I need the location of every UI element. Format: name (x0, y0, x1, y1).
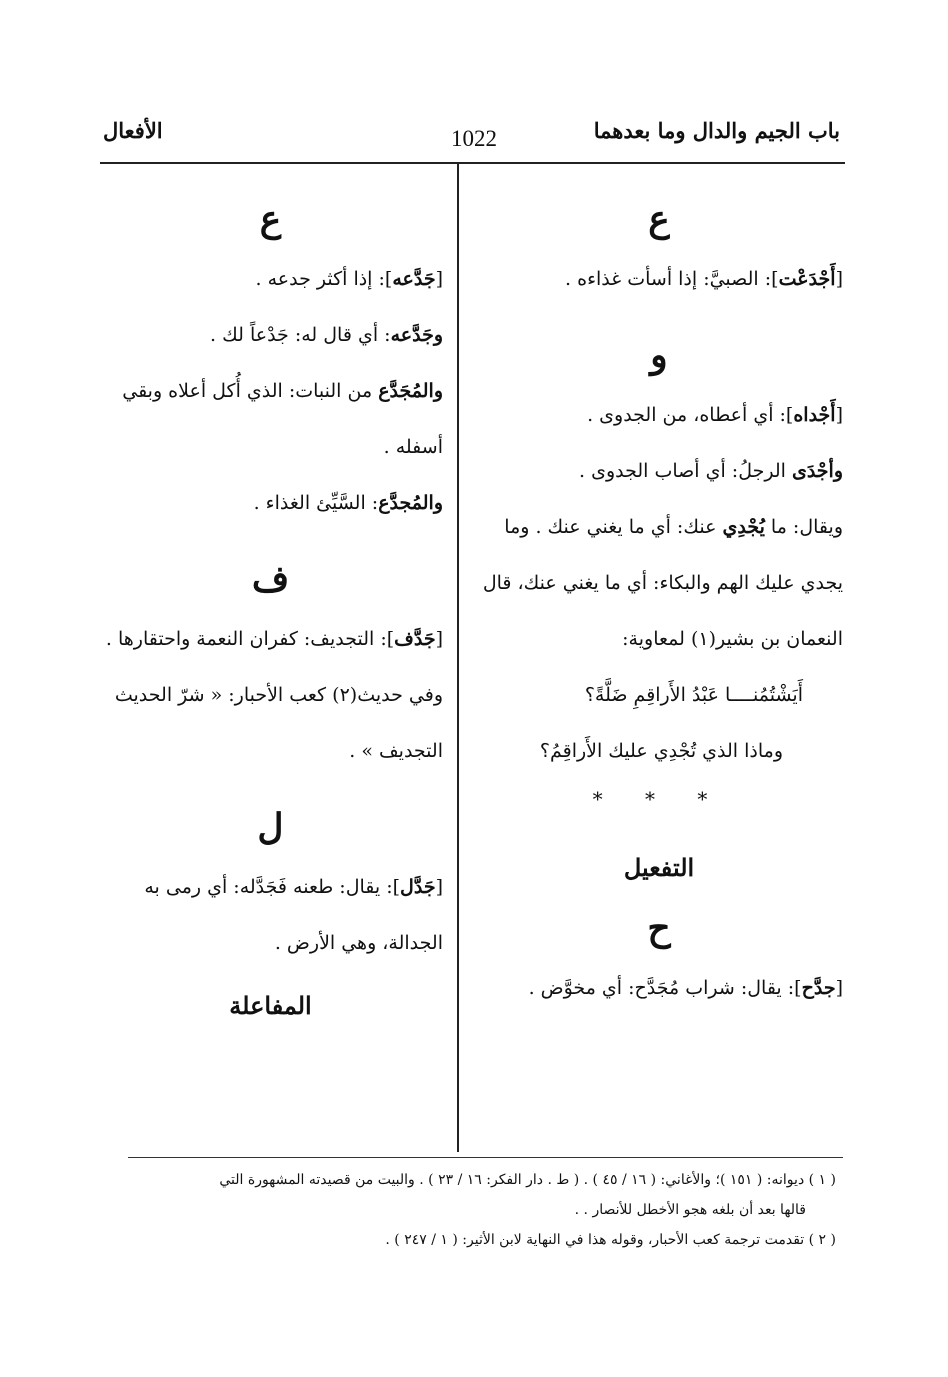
definition: التجديف: كفران النعمة واحتقارها . (105, 628, 375, 650)
definition: من النبات: الذي أُكل أعلاه وبقي أسفله . (122, 380, 443, 458)
headword: وجَدَّعه (390, 324, 443, 346)
definition: السَّيِّئ الغذاء . (253, 492, 366, 514)
footnote-2: ( ٢ ) تقدمت ترجمة كعب الأحبار، وقوله هذا في النهاية لابن الأثير: ( ١ / ٢٤٧ ) . (385, 1232, 836, 1248)
headword: جَدَّف (394, 628, 436, 650)
running-header-chapter: باب الجيم والدال وما بعدهما (593, 118, 840, 143)
entry: [جَدَّل]: يقال: طعنه فَجَدَّله: أي رمى به الجدالة، وهي الأرض . (144, 876, 443, 954)
definition: أي أعطاه، من الجدوى . (587, 404, 774, 426)
footnote-rule (128, 1157, 843, 1158)
headword: جَدَّعه (392, 268, 436, 290)
headword: والمُجَدَّع (378, 380, 443, 402)
entry (98, 667, 443, 779)
headword: يُجْدِي (722, 516, 765, 538)
definition: عنك: أي ما يغني عنك . وما يجدي عليك الهم والبكاء: أي ما يغني عنك، قال النعمان بن بشير(١) لمعاوية: (482, 516, 843, 650)
definition: يقال: شراب مُجَدَّح: أي مخوَّض . (528, 977, 782, 999)
footnote-1: ( ١ ) ديوانه: ( ١٥١ )؛ والأغاني: ( ١٦ / ٤٥ ) . ( ط . دار الفكر: ١٦ / ٢٣ ) . والبيت من قصيدته المشهورة التي (219, 1172, 836, 1188)
definition: الرجلُ: أي أصاب الجدوى . (579, 460, 786, 482)
definition-prefix: ويقال: ما (770, 516, 843, 538)
definition: أي قال له: جَدْعاً لك . (210, 324, 379, 346)
verse-line: أَيَشْتُمُنــــا عَبْدُ الأَراقِمِ ضَلَّةً؟ (584, 684, 803, 706)
left-column (98, 175, 443, 1034)
entry (475, 499, 843, 667)
letter-heading: ف (251, 558, 290, 600)
entry: [جَدَّعه]: إذا أكثر جدعه . (255, 268, 443, 290)
entry: [جدَّح]: يقال: شراب مُجَدَّح: أي مخوَّض . (528, 977, 843, 999)
footnotes (106, 1165, 836, 1255)
headword: جدَّح (801, 977, 836, 999)
headword: أَجْداه (793, 404, 836, 426)
section-separator: * * * (592, 787, 726, 811)
entry: [أَجْداه]: أي أعطاه، من الجدوى . (587, 404, 843, 426)
section-heading: التفعيل (623, 853, 695, 882)
footnote-1-continued: قالها بعد أن بلغه هجو الأخطل للأنصار . . (574, 1202, 806, 1218)
right-column (475, 175, 843, 1016)
letter-heading: ع (259, 198, 282, 240)
page-number: 1022 (451, 126, 497, 151)
headword: وأجْدَى (791, 460, 843, 482)
header-rule (100, 162, 845, 164)
entry: [أَجْدَعْت]: الصبيَّ: إذا أسأت غذاءه . (565, 268, 843, 290)
headword: أَجْدَعْت (778, 268, 836, 290)
entry (98, 363, 443, 475)
entry: والمُجدَّع: السَّيِّئ الغذاء . (253, 492, 443, 514)
letter-heading: ع (648, 198, 670, 240)
headword: جَدَّل (400, 876, 436, 898)
verse-line: وماذا الذي تُجْدِي عليك الأَراقِمُ؟ (539, 740, 783, 762)
headword: والمُجدَّع (378, 492, 443, 514)
running-header-section: الأفعال (103, 118, 163, 143)
entry (475, 443, 843, 499)
column-divider (457, 164, 459, 1152)
letter-heading: و (650, 334, 668, 376)
letter-heading: ح (647, 907, 671, 949)
definition: الصبيَّ: إذا أسأت غذاءه . (565, 268, 759, 290)
definition: وفي حديث(٢) كعب الأحبار: « شرّ الحديث التجديف » . (114, 684, 443, 762)
letter-heading: ل (257, 806, 284, 848)
entry: وجَدَّعه: أي قال له: جَدْعاً لك . (210, 324, 443, 346)
definition: إذا أكثر جدعه . (255, 268, 373, 290)
entry: [جَدَّف]: التجديف: كفران النعمة واحتقارها . (105, 628, 443, 650)
definition: يقال: طعنه فَجَدَّله: أي رمى به الجدالة، وهي الأرض . (144, 876, 443, 954)
section-heading: المفاعلة (229, 991, 312, 1020)
